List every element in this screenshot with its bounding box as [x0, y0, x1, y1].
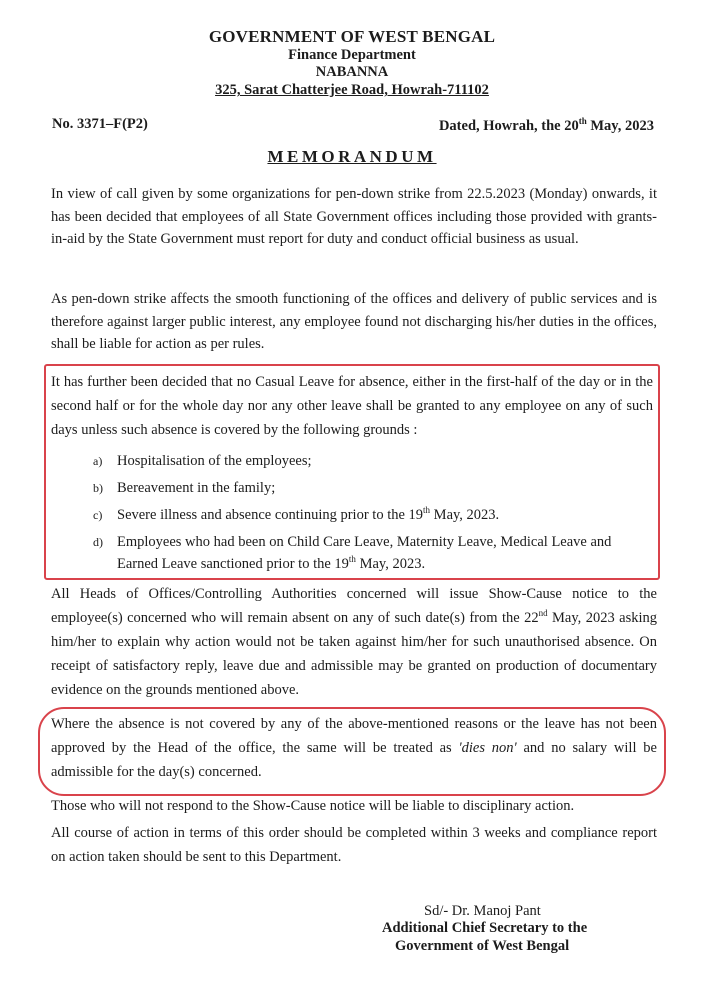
list-item-text	[117, 504, 647, 526]
list-item-text-pre: Severe illness and absence continuing prior to the 19	[117, 507, 424, 523]
list-item-text-sup: th	[348, 554, 356, 565]
list-item-label: c)	[93, 508, 103, 522]
p5-pre: Where the absence is not covered by any of the above-mentioned reasons or the leave has not been approved by the Head of the office, the same will be treated as	[51, 716, 657, 756]
list-item-text-post: May, 2023.	[430, 507, 500, 523]
memo-date-prefix: Dated, Howrah, the 20	[438, 117, 579, 134]
signature-name: Sd/- Dr. Manoj Pant	[424, 903, 541, 919]
memo-date-suffix: May, 2023	[586, 117, 654, 134]
building-heading: NABANNA	[315, 64, 389, 80]
list-item-label: b)	[93, 481, 103, 495]
list-item-text-pre: Employees who had been on Child Care Leave, Maternity Leave, Medical Leave and Earned Leave sanctioned prior to the 19	[117, 534, 612, 572]
paragraph-strike-notice: In view of call given by some organizations for pen-down strike from 22.5.2023 (Monday) onwards, it has been decided that employees of all State Government offices including those provided with grants-in-aid by the State Government must report for duty and conduct official business as usual.	[51, 186, 657, 247]
paragraph-casual-leave: It has further been decided that no Casual Leave for absence, either in the first-half of the day or in the second half or for the whole day nor any other leave shall be granted to any employee on any of such days unless such absence is covered by the following grounds :	[51, 374, 653, 438]
list-item-text: Bereavement in the family;	[117, 480, 276, 496]
list-item-text	[117, 531, 647, 575]
paragraph-show-cause	[51, 582, 657, 702]
paragraph-dies-non	[51, 712, 657, 784]
memo-date	[439, 116, 654, 135]
address-heading: 325, Sarat Chatterjee Road, Howrah-711102	[215, 82, 489, 98]
signature-office: Government of West Bengal	[395, 938, 570, 954]
list-item-text-sup: th	[423, 505, 431, 516]
list-item-text: Hospitalisation of the employees;	[117, 453, 312, 469]
memo-title: MEMORANDUM	[267, 147, 437, 166]
memo-number: No. 3371–F(P2)	[52, 116, 148, 132]
p5-em: 'dies non'	[458, 740, 517, 756]
p4-pre: All Heads of Offices/Controlling Authorities concerned will issue Show-Cause notice to the employee(s) concerned who will remain absent on any of such date(s) from the 22	[51, 586, 657, 626]
department-heading: Finance Department	[288, 47, 416, 63]
p4-sup: nd	[538, 608, 548, 619]
list-item-label: a)	[93, 454, 103, 468]
signature-designation: Additional Chief Secretary to the	[382, 920, 588, 936]
list-item-text-post: May, 2023.	[355, 556, 426, 572]
government-heading: GOVERNMENT OF WEST BENGAL	[208, 27, 496, 46]
p4-post: May, 2023 asking him/her to explain why action would not be taken against him/her for such unauthorised absence. On receipt of satisfactory reply, leave due and admissible may be granted on production of documentary evidence on the grounds mentioned above.	[51, 610, 657, 698]
paragraph-disciplinary: Those who will not respond to the Show-Cause notice will be liable to disciplinary action.	[51, 798, 575, 814]
list-item-label: d)	[93, 535, 103, 549]
paragraph-public-interest: As pen-down strike affects the smooth functioning of the offices and delivery of public services and is therefore against larger public interest, any employee found not discharging his/her duties in the offices, shall be liable for action as per rules.	[51, 291, 657, 352]
memo-date-sup: th	[578, 116, 587, 126]
paragraph-compliance: All course of action in terms of this order should be completed within 3 weeks and compliance report on action taken should be sent to this Department.	[51, 825, 657, 865]
p5-post: and no salary will be admissible for the day(s) concerned.	[51, 740, 657, 780]
